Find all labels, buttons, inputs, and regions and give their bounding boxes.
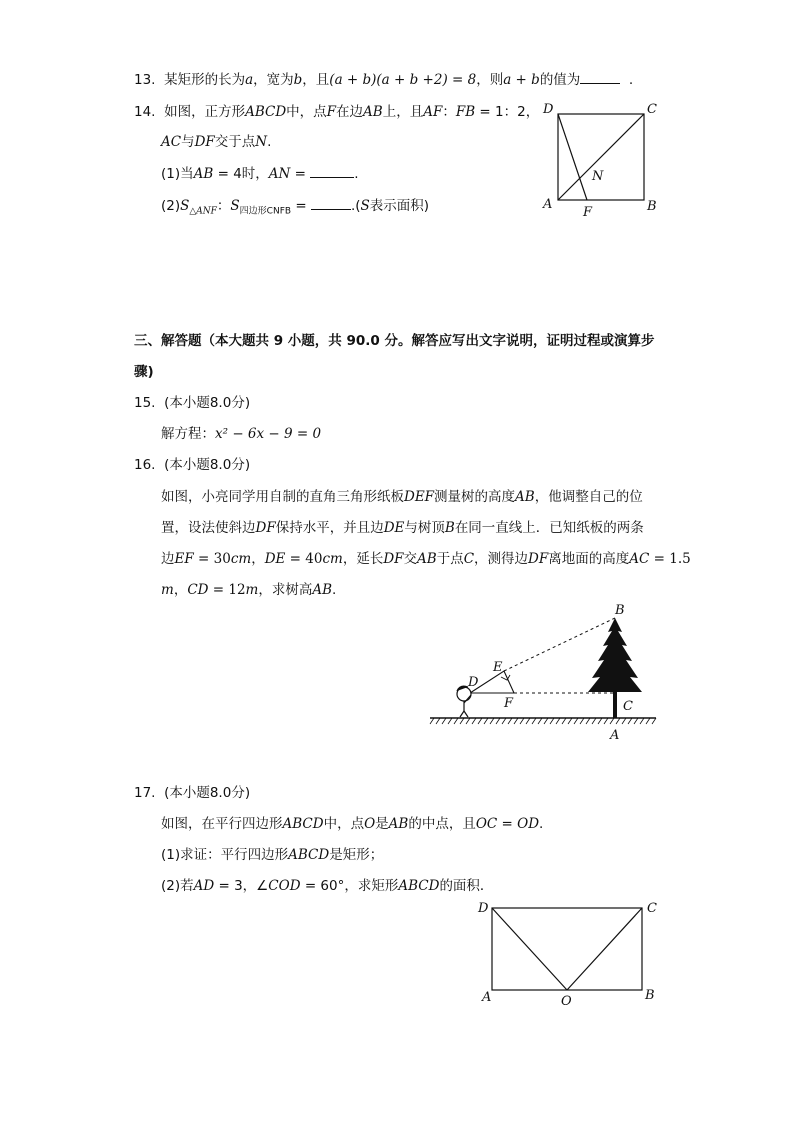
question-number: 16. [134,457,156,473]
section-3-heading-line2: 骤) [134,364,154,380]
question-number: 15. [134,395,156,411]
label-d: D [478,901,489,916]
right-angle-mark [501,675,510,680]
question-15 [134,391,250,411]
answer-blank [310,165,354,178]
label-f: F [504,696,514,711]
segment-od [492,908,567,990]
person-icon [457,686,471,717]
label-c: C [623,699,633,714]
question-number: 13. [134,72,156,88]
label-f: F [583,205,593,220]
question-14-sub2: $(2)S_{\triangle ANF}$：$S_{四边形CNFB} = .(S$表示面积) [161,198,430,217]
question-14-line2: AC与DF交于点N. [161,134,272,150]
label-a: A [543,197,553,212]
label-a: A [610,728,620,743]
diagonal-ac [558,114,644,200]
sight-line-eb [504,618,615,671]
rectangle-figure [474,898,664,1010]
rectangle-abcd [492,908,642,990]
label-c: C [647,901,657,916]
score-label: (本小题8.0分) [164,395,251,411]
label-o: O [561,994,572,1009]
question-14: 14. 如图，正方形ABCD中，点F在边AB上，且AF：FB = 1：2， [134,104,540,120]
label-b: B [645,988,655,1003]
tree-icon [588,618,642,692]
question-13: 13. 某矩形的长为a，宽为b，且(a + b)(a + b +2) = 8，则a + b的值为 . [134,72,634,88]
question-17 [134,781,250,801]
label-d: D [468,675,479,690]
label-n: N [592,169,604,184]
section-3-heading: 三、解答题（本大题共 9 小题，共 90.0 分。解答应写出文字说明，证明过程或演算步 [134,333,655,349]
label-a: A [482,990,492,1005]
question-16 [134,453,250,473]
question-number: 14. [134,104,156,120]
label-b: B [647,199,657,214]
segment-df [558,114,587,200]
question-17-sub2: (2)若AD = 3，∠COD = 60°，求矩形ABCD的面积． [161,878,494,894]
score-label: (本小题8.0分) [164,785,251,801]
answer-blank [580,71,620,84]
answer-blank [311,197,351,210]
label-e: E [493,660,503,675]
label-c: C [647,102,657,117]
question-16-line2: 置，设法使斜边DF保持水平，并且边DE与树顶B在同一直线上．已知纸板的两条 [161,520,644,536]
question-number: 17. [134,785,156,801]
question-16-line3: 边EF = 30cm，DE = 40cm，延长DF交AB于点C，测得边DF离地面的高度AC = 1.5 [161,551,691,567]
label-d: D [543,102,554,117]
question-14-sub1: (1)当AB = 4时，AN = . [161,166,359,182]
tree-measurement-figure [426,598,660,743]
score-label: (本小题8.0分) [164,457,251,473]
question-17-line1: 如图，在平行四边形ABCD中，点O是AB的中点，且OC = OD. [161,816,544,832]
question-16-line4: m，CD = 12m，求树高AB. [161,582,337,598]
label-b: B [615,603,625,618]
segment-oc [567,908,642,990]
ground-hatching [430,718,656,724]
question-17-sub1: (1)求证：平行四边形ABCD是矩形； [161,847,384,863]
square-figure [536,98,666,220]
question-15-body: 解方程：x² − 6x − 9 = 0 [161,426,322,442]
question-16-line1: 如图，小亮同学用自制的直角三角形纸板DEF测量树的高度AB，他调整自己的位 [161,489,643,505]
